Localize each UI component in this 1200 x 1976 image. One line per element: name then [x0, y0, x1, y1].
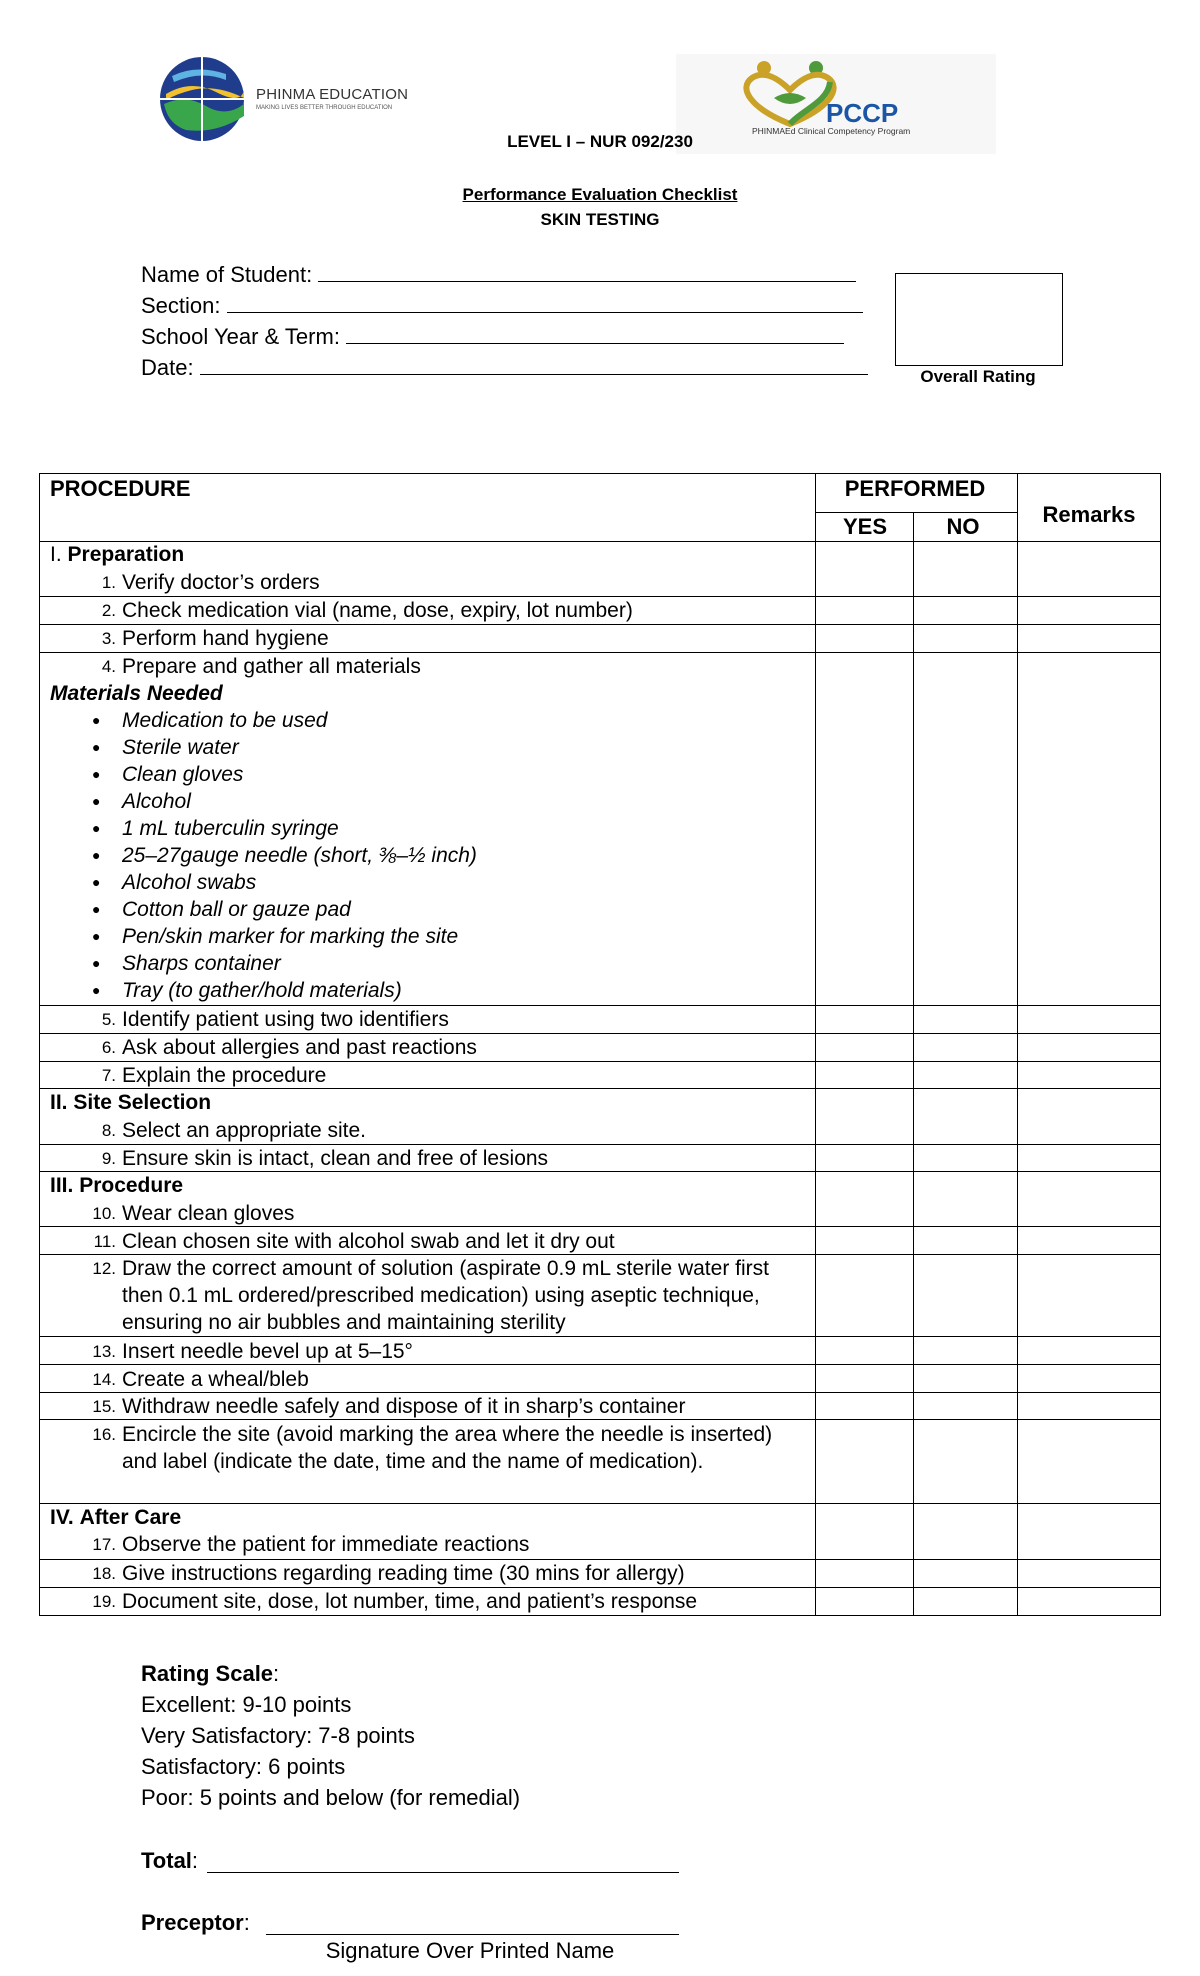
procedure-column-header: PROCEDURE: [50, 476, 191, 501]
section-heading-site-selection: II. Site Selection: [50, 1091, 212, 1114]
performed-column-header: PERFORMED: [844, 476, 986, 501]
preceptor-signature-blank[interactable]: [266, 1912, 679, 1935]
total-field[interactable]: Total:: [141, 1848, 198, 1874]
pccp-logo-tagline: PHINMAEd Clinical Competency Program: [752, 126, 911, 136]
field-blank[interactable]: [346, 325, 844, 344]
section-heading-procedure: III. Procedure: [50, 1174, 184, 1197]
materials-heading: Materials Needed: [50, 682, 223, 705]
no-column-header: NO: [946, 514, 980, 539]
phinma-education-logo: [156, 54, 416, 144]
overall-rating-box[interactable]: [895, 273, 1063, 366]
rating-scale-heading: Rating Scale:: [141, 1661, 280, 1686]
field-blank[interactable]: [200, 356, 868, 375]
signature-caption: Signature Over Printed Name: [325, 1938, 615, 1963]
field-blank[interactable]: [227, 294, 863, 313]
remarks-column-header: Remarks: [1042, 502, 1136, 527]
field-label: Section:: [141, 293, 221, 318]
total-blank[interactable]: [207, 1850, 679, 1873]
phinma-logo-tagline: MAKING LIVES BETTER THROUGH EDUCATION: [256, 105, 393, 111]
school-year-term-field[interactable]: [141, 324, 844, 350]
field-blank[interactable]: [318, 263, 856, 282]
field-label: School Year & Term:: [141, 324, 340, 349]
overall-rating-label: Overall Rating: [920, 367, 1036, 386]
rating-scale-item: Excellent: 9-10 points: [141, 1692, 352, 1717]
field-label: Name of Student:: [141, 262, 313, 287]
phinma-logo-text: PHINMA EDUCATION: [256, 86, 409, 103]
skill-title: SKIN TESTING: [540, 210, 660, 229]
rating-scale-item: Poor: 5 points and below (for remedial): [141, 1785, 521, 1810]
course-level: LEVEL I – NUR 092/230: [507, 132, 693, 151]
rating-scale-item: Very Satisfactory: 7-8 points: [141, 1723, 415, 1748]
checklist-title: Performance Evaluation Checklist: [462, 185, 738, 204]
field-label: Date:: [141, 355, 194, 380]
preceptor-field[interactable]: Preceptor:: [141, 1910, 250, 1936]
rating-scale-item: Satisfactory: 6 points: [141, 1754, 346, 1779]
yes-column-header: YES: [842, 514, 888, 539]
pccp-logo-text: PCCP: [826, 98, 899, 128]
checklist-table: PROCEDURE PERFORMED YES NO Remarks I. Preparation 1. Verify doctor’s orders 2. Check medication vial (name, dose, expiry, lot number) 3. Perform hand hygiene 4. Prepare and gather all materials Materials Needed ● Medication to be used ● Sterile water ● Clean gloves ● Alcohol ● 1 mL tuberculin syringe ● 25–27gauge needle (short, ⅜–½ inch) ● Alcohol swabs ● Cotton ball or gauze pad ● Pen/skin marker for marking the site ● Sharps container ● Tray (to gather/hold materials) 5. Identify patient using two identifiers 6. Ask about allergies and past reactions 7. Explain the procedure II. Site Selection 8. Select an appropriate site. 9. Ensure skin is intact, clean and free of lesions III. Procedure 10. Wear clean gloves 11. Clean chosen site with alcohol swab and let it dry out 12. Draw the correct amount of solution (aspirate 0.9 mL sterile water first then 0.1 mL ordered/prescribed medication) using aseptic technique, ensuring no air bubbles and maintaining sterility 13. Insert needle bevel up at 5–15° 14. Create a wheal/bleb 15. Withdraw needle safely and dispose of it in sharp’s container 16. Encircle the site (avoid marking the area where the needle is inserted) and label (indicate the date, time and the name of medication). IV. After Care 17. Observe the patient for immediate reactions 18. Give instructions regarding reading time (30 mins for allergy) 19. Document site, dose, lot number, time, and patient’s response: [39, 473, 1161, 1615]
section-heading-preparation: I. Preparation: [50, 543, 185, 566]
date-field[interactable]: [141, 355, 868, 381]
section-heading-after-care: IV. After Care: [50, 1506, 182, 1529]
name-of-student-field[interactable]: [141, 262, 856, 288]
section-field[interactable]: [141, 293, 863, 319]
